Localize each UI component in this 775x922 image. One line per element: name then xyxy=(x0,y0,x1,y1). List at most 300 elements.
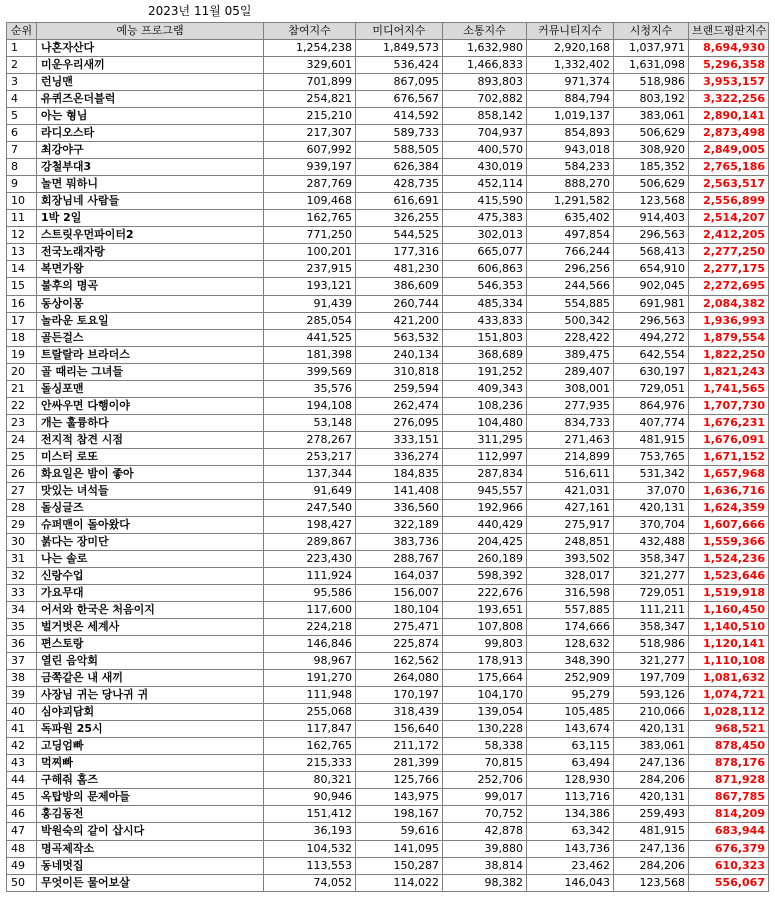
cell-participation: 247,540 xyxy=(264,499,356,516)
cell-rank: 14 xyxy=(7,261,37,278)
cell-communication: 606,863 xyxy=(443,261,527,278)
table-row xyxy=(7,346,769,363)
cell-community: 134,386 xyxy=(527,806,614,823)
cell-program: 라디오스타 xyxy=(37,125,264,142)
cell-communication: 893,803 xyxy=(443,74,527,91)
cell-participation: 237,915 xyxy=(264,261,356,278)
cell-viewership: 593,126 xyxy=(614,687,689,704)
cell-communication: 409,343 xyxy=(443,380,527,397)
table-row xyxy=(7,176,769,193)
cell-brand-index: 1,140,510 xyxy=(689,619,769,636)
cell-participation: 441,525 xyxy=(264,329,356,346)
cell-brand-index: 3,953,157 xyxy=(689,74,769,91)
cell-rank: 24 xyxy=(7,431,37,448)
table-row xyxy=(7,74,769,91)
cell-media: 481,230 xyxy=(356,261,443,278)
cell-program: 벌거벗은 세계사 xyxy=(37,619,264,636)
table-row xyxy=(7,210,769,227)
cell-program: 1박 2일 xyxy=(37,210,264,227)
cell-participation: 53,148 xyxy=(264,414,356,431)
cell-participation: 399,569 xyxy=(264,363,356,380)
cell-program: 구해줘 홈즈 xyxy=(37,772,264,789)
table-body xyxy=(7,40,769,892)
cell-rank: 40 xyxy=(7,704,37,721)
cell-community: 296,256 xyxy=(527,261,614,278)
cell-media: 1,849,573 xyxy=(356,40,443,57)
cell-rank: 38 xyxy=(7,670,37,687)
cell-viewership: 358,347 xyxy=(614,550,689,567)
cell-rank: 49 xyxy=(7,857,37,874)
report-date xyxy=(0,0,775,22)
cell-brand-index: 1,676,091 xyxy=(689,431,769,448)
cell-viewership: 568,413 xyxy=(614,244,689,261)
cell-participation: 701,899 xyxy=(264,74,356,91)
table-row xyxy=(7,142,769,159)
cell-rank: 11 xyxy=(7,210,37,227)
cell-brand-index: 968,521 xyxy=(689,721,769,738)
cell-communication: 452,114 xyxy=(443,176,527,193)
cell-participation: 607,992 xyxy=(264,142,356,159)
table-row xyxy=(7,636,769,653)
cell-communication: 99,017 xyxy=(443,789,527,806)
cell-brand-index: 556,067 xyxy=(689,874,769,891)
table-row xyxy=(7,806,769,823)
cell-program: 옥탑방의 문제아들 xyxy=(37,789,264,806)
cell-rank: 27 xyxy=(7,482,37,499)
cell-communication: 704,937 xyxy=(443,125,527,142)
cell-viewership: 383,061 xyxy=(614,738,689,755)
cell-rank: 13 xyxy=(7,244,37,261)
cell-viewership: 729,051 xyxy=(614,380,689,397)
cell-community: 308,001 xyxy=(527,380,614,397)
cell-community: 289,407 xyxy=(527,363,614,380)
cell-community: 143,736 xyxy=(527,840,614,857)
cell-communication: 191,252 xyxy=(443,363,527,380)
cell-participation: 35,576 xyxy=(264,380,356,397)
cell-community: 971,374 xyxy=(527,74,614,91)
cell-participation: 194,108 xyxy=(264,397,356,414)
table-row xyxy=(7,227,769,244)
cell-viewership: 518,986 xyxy=(614,636,689,653)
cell-viewership: 123,568 xyxy=(614,193,689,210)
cell-viewership: 481,915 xyxy=(614,431,689,448)
cell-participation: 217,307 xyxy=(264,125,356,142)
cell-communication: 107,808 xyxy=(443,619,527,636)
cell-viewership: 210,066 xyxy=(614,704,689,721)
table-row xyxy=(7,312,769,329)
cell-media: 588,505 xyxy=(356,142,443,159)
cell-rank: 47 xyxy=(7,823,37,840)
cell-participation: 80,321 xyxy=(264,772,356,789)
cell-rank: 21 xyxy=(7,380,37,397)
cell-brand-index: 1,110,108 xyxy=(689,653,769,670)
cell-communication: 175,664 xyxy=(443,670,527,687)
cell-viewership: 902,045 xyxy=(614,278,689,295)
table-row xyxy=(7,108,769,125)
table-row xyxy=(7,550,769,567)
cell-communication: 702,882 xyxy=(443,91,527,108)
cell-viewership: 123,568 xyxy=(614,874,689,891)
cell-participation: 224,218 xyxy=(264,619,356,636)
cell-brand-index: 1,822,250 xyxy=(689,346,769,363)
cell-participation: 215,333 xyxy=(264,755,356,772)
cell-participation: 117,847 xyxy=(264,721,356,738)
header-rank: 순위 xyxy=(7,23,37,40)
cell-communication: 222,676 xyxy=(443,585,527,602)
cell-brand-index: 1,671,152 xyxy=(689,448,769,465)
cell-viewership: 729,051 xyxy=(614,585,689,602)
cell-community: 328,017 xyxy=(527,568,614,585)
cell-viewership: 296,563 xyxy=(614,312,689,329)
cell-brand-index: 1,707,730 xyxy=(689,397,769,414)
cell-viewership: 864,976 xyxy=(614,397,689,414)
cell-community: 2,920,168 xyxy=(527,40,614,57)
cell-program: 사장님 귀는 당나귀 귀 xyxy=(37,687,264,704)
cell-media: 143,975 xyxy=(356,789,443,806)
cell-program: 최강야구 xyxy=(37,142,264,159)
report-date-text: 2023년 11월 05일 xyxy=(148,4,252,18)
cell-participation: 285,054 xyxy=(264,312,356,329)
cell-media: 170,197 xyxy=(356,687,443,704)
table-row xyxy=(7,874,769,891)
cell-viewership: 420,131 xyxy=(614,721,689,738)
cell-brand-index: 2,890,141 xyxy=(689,108,769,125)
cell-program: 붉다는 장미단 xyxy=(37,533,264,550)
cell-community: 105,485 xyxy=(527,704,614,721)
cell-communication: 433,833 xyxy=(443,312,527,329)
cell-brand-index: 1,519,918 xyxy=(689,585,769,602)
cell-viewership: 654,910 xyxy=(614,261,689,278)
cell-rank: 19 xyxy=(7,346,37,363)
cell-viewership: 1,037,971 xyxy=(614,40,689,57)
cell-participation: 198,427 xyxy=(264,516,356,533)
cell-community: 393,502 xyxy=(527,550,614,567)
cell-media: 260,744 xyxy=(356,295,443,312)
cell-media: 198,167 xyxy=(356,806,443,823)
table-row xyxy=(7,278,769,295)
cell-program: 명곡제작소 xyxy=(37,840,264,857)
cell-program: 아는 형님 xyxy=(37,108,264,125)
cell-community: 271,463 xyxy=(527,431,614,448)
cell-communication: 204,425 xyxy=(443,533,527,550)
cell-participation: 74,052 xyxy=(264,874,356,891)
cell-program: 놀라운 토요일 xyxy=(37,312,264,329)
cell-media: 589,733 xyxy=(356,125,443,142)
cell-communication: 38,814 xyxy=(443,857,527,874)
cell-participation: 181,398 xyxy=(264,346,356,363)
cell-participation: 36,193 xyxy=(264,823,356,840)
cell-rank: 20 xyxy=(7,363,37,380)
cell-media: 184,835 xyxy=(356,465,443,482)
cell-media: 563,532 xyxy=(356,329,443,346)
cell-rank: 43 xyxy=(7,755,37,772)
cell-brand-index: 610,323 xyxy=(689,857,769,874)
cell-community: 389,475 xyxy=(527,346,614,363)
cell-rank: 37 xyxy=(7,653,37,670)
table-row xyxy=(7,261,769,278)
cell-rank: 32 xyxy=(7,568,37,585)
cell-viewership: 111,211 xyxy=(614,602,689,619)
cell-program: 안싸우면 다행이야 xyxy=(37,397,264,414)
cell-program: 전국노래자랑 xyxy=(37,244,264,261)
cell-community: 497,854 xyxy=(527,227,614,244)
cell-participation: 95,586 xyxy=(264,585,356,602)
cell-participation: 191,270 xyxy=(264,670,356,687)
cell-media: 114,022 xyxy=(356,874,443,891)
table-row xyxy=(7,244,769,261)
cell-media: 259,594 xyxy=(356,380,443,397)
cell-viewership: 284,206 xyxy=(614,772,689,789)
cell-participation: 254,821 xyxy=(264,91,356,108)
cell-community: 427,161 xyxy=(527,499,614,516)
cell-rank: 2 xyxy=(7,57,37,74)
cell-program: 맛있는 녀석들 xyxy=(37,482,264,499)
cell-media: 262,474 xyxy=(356,397,443,414)
cell-brand-index: 2,272,695 xyxy=(689,278,769,295)
cell-program: 홍김동전 xyxy=(37,806,264,823)
cell-media: 150,287 xyxy=(356,857,443,874)
cell-participation: 162,765 xyxy=(264,738,356,755)
table-row xyxy=(7,499,769,516)
cell-program: 가요무대 xyxy=(37,585,264,602)
cell-media: 156,007 xyxy=(356,585,443,602)
cell-participation: 100,201 xyxy=(264,244,356,261)
header-brand-reputation-index: 브랜드평판지수 xyxy=(689,23,769,40)
cell-communication: 108,236 xyxy=(443,397,527,414)
cell-program: 골든걸스 xyxy=(37,329,264,346)
cell-brand-index: 814,209 xyxy=(689,806,769,823)
cell-community: 1,332,402 xyxy=(527,57,614,74)
cell-rank: 5 xyxy=(7,108,37,125)
cell-community: 174,666 xyxy=(527,619,614,636)
cell-rank: 16 xyxy=(7,295,37,312)
cell-community: 516,611 xyxy=(527,465,614,482)
table-row xyxy=(7,380,769,397)
cell-community: 854,893 xyxy=(527,125,614,142)
cell-brand-index: 878,450 xyxy=(689,738,769,755)
cell-community: 834,733 xyxy=(527,414,614,431)
cell-rank: 50 xyxy=(7,874,37,891)
table-row xyxy=(7,448,769,465)
cell-viewership: 383,061 xyxy=(614,108,689,125)
cell-viewership: 308,920 xyxy=(614,142,689,159)
table-header-row xyxy=(7,23,769,40)
table-row xyxy=(7,295,769,312)
cell-media: 536,424 xyxy=(356,57,443,74)
cell-brand-index: 1,821,243 xyxy=(689,363,769,380)
cell-rank: 7 xyxy=(7,142,37,159)
header-viewership-index: 시청지수 xyxy=(614,23,689,40)
cell-community: 63,115 xyxy=(527,738,614,755)
cell-media: 225,874 xyxy=(356,636,443,653)
cell-participation: 137,344 xyxy=(264,465,356,482)
cell-viewership: 296,563 xyxy=(614,227,689,244)
cell-communication: 99,803 xyxy=(443,636,527,653)
cell-brand-index: 1,120,141 xyxy=(689,636,769,653)
table-row xyxy=(7,329,769,346)
cell-rank: 22 xyxy=(7,397,37,414)
cell-media: 275,471 xyxy=(356,619,443,636)
cell-brand-index: 878,176 xyxy=(689,755,769,772)
cell-community: 63,494 xyxy=(527,755,614,772)
cell-community: 584,233 xyxy=(527,159,614,176)
table-row xyxy=(7,619,769,636)
cell-program: 놀면 뭐하니 xyxy=(37,176,264,193)
cell-brand-index: 1,741,565 xyxy=(689,380,769,397)
table-row xyxy=(7,397,769,414)
cell-viewership: 259,493 xyxy=(614,806,689,823)
cell-participation: 104,532 xyxy=(264,840,356,857)
cell-community: 228,422 xyxy=(527,329,614,346)
cell-media: 322,189 xyxy=(356,516,443,533)
cell-media: 386,609 xyxy=(356,278,443,295)
cell-communication: 430,019 xyxy=(443,159,527,176)
cell-rank: 36 xyxy=(7,636,37,653)
cell-viewership: 630,197 xyxy=(614,363,689,380)
cell-community: 244,566 xyxy=(527,278,614,295)
cell-rank: 42 xyxy=(7,738,37,755)
cell-communication: 139,054 xyxy=(443,704,527,721)
cell-communication: 287,834 xyxy=(443,465,527,482)
cell-communication: 192,966 xyxy=(443,499,527,516)
table-row xyxy=(7,431,769,448)
cell-program: 런닝맨 xyxy=(37,74,264,91)
cell-rank: 8 xyxy=(7,159,37,176)
cell-program: 스트릿우먼파이터2 xyxy=(37,227,264,244)
cell-community: 63,342 xyxy=(527,823,614,840)
cell-brand-index: 1,676,231 xyxy=(689,414,769,431)
cell-participation: 109,468 xyxy=(264,193,356,210)
cell-participation: 215,210 xyxy=(264,108,356,125)
cell-communication: 311,295 xyxy=(443,431,527,448)
cell-community: 888,270 xyxy=(527,176,614,193)
cell-communication: 485,334 xyxy=(443,295,527,312)
cell-brand-index: 2,849,005 xyxy=(689,142,769,159)
cell-media: 414,592 xyxy=(356,108,443,125)
cell-participation: 329,601 xyxy=(264,57,356,74)
table-row xyxy=(7,602,769,619)
header-community-index: 커뮤니티지수 xyxy=(527,23,614,40)
cell-viewership: 321,277 xyxy=(614,653,689,670)
cell-community: 1,019,137 xyxy=(527,108,614,125)
cell-participation: 253,217 xyxy=(264,448,356,465)
table-row xyxy=(7,159,769,176)
cell-brand-index: 1,936,993 xyxy=(689,312,769,329)
cell-viewership: 247,136 xyxy=(614,755,689,772)
cell-communication: 252,706 xyxy=(443,772,527,789)
table-row xyxy=(7,568,769,585)
cell-viewership: 432,488 xyxy=(614,533,689,550)
cell-program: 동상이몽 xyxy=(37,295,264,312)
cell-media: 288,767 xyxy=(356,550,443,567)
cell-media: 428,735 xyxy=(356,176,443,193)
cell-participation: 111,948 xyxy=(264,687,356,704)
cell-viewership: 37,070 xyxy=(614,482,689,499)
cell-participation: 111,924 xyxy=(264,568,356,585)
cell-brand-index: 1,074,721 xyxy=(689,687,769,704)
cell-viewership: 407,774 xyxy=(614,414,689,431)
cell-rank: 12 xyxy=(7,227,37,244)
cell-brand-index: 2,563,517 xyxy=(689,176,769,193)
cell-media: 383,736 xyxy=(356,533,443,550)
table-row xyxy=(7,125,769,142)
header-media-index: 미디어지수 xyxy=(356,23,443,40)
cell-viewership: 185,352 xyxy=(614,159,689,176)
cell-brand-index: 1,607,666 xyxy=(689,516,769,533)
cell-program: 미운우리새끼 xyxy=(37,57,264,74)
cell-communication: 42,878 xyxy=(443,823,527,840)
cell-viewership: 506,629 xyxy=(614,176,689,193)
cell-participation: 255,068 xyxy=(264,704,356,721)
cell-rank: 9 xyxy=(7,176,37,193)
cell-community: 252,909 xyxy=(527,670,614,687)
cell-media: 318,439 xyxy=(356,704,443,721)
cell-media: 240,134 xyxy=(356,346,443,363)
cell-viewership: 247,136 xyxy=(614,840,689,857)
cell-program: 슈퍼맨이 돌아왔다 xyxy=(37,516,264,533)
cell-program: 미스터 로또 xyxy=(37,448,264,465)
cell-media: 333,151 xyxy=(356,431,443,448)
cell-rank: 48 xyxy=(7,840,37,857)
cell-community: 214,899 xyxy=(527,448,614,465)
cell-participation: 90,946 xyxy=(264,789,356,806)
table-row xyxy=(7,482,769,499)
cell-brand-index: 867,785 xyxy=(689,789,769,806)
cell-brand-index: 2,084,382 xyxy=(689,295,769,312)
cell-rank: 31 xyxy=(7,550,37,567)
table-row xyxy=(7,91,769,108)
cell-rank: 28 xyxy=(7,499,37,516)
cell-community: 943,018 xyxy=(527,142,614,159)
cell-brand-index: 1,879,554 xyxy=(689,329,769,346)
cell-community: 95,279 xyxy=(527,687,614,704)
header-communication-index: 소통지수 xyxy=(443,23,527,40)
cell-media: 421,200 xyxy=(356,312,443,329)
cell-rank: 18 xyxy=(7,329,37,346)
cell-community: 348,390 xyxy=(527,653,614,670)
cell-brand-index: 871,928 xyxy=(689,772,769,789)
cell-viewership: 518,986 xyxy=(614,74,689,91)
cell-brand-index: 1,524,236 xyxy=(689,550,769,567)
cell-program: 심야괴담회 xyxy=(37,704,264,721)
cell-program: 독파원 25시 xyxy=(37,721,264,738)
cell-community: 1,291,582 xyxy=(527,193,614,210)
cell-viewership: 914,403 xyxy=(614,210,689,227)
cell-brand-index: 1,559,366 xyxy=(689,533,769,550)
cell-program: 열린 음악회 xyxy=(37,653,264,670)
cell-participation: 939,197 xyxy=(264,159,356,176)
cell-participation: 162,765 xyxy=(264,210,356,227)
cell-participation: 1,254,238 xyxy=(264,40,356,57)
cell-brand-index: 683,944 xyxy=(689,823,769,840)
cell-rank: 26 xyxy=(7,465,37,482)
cell-viewership: 481,915 xyxy=(614,823,689,840)
cell-program: 화요일은 밤이 좋아 xyxy=(37,465,264,482)
cell-program: 돌싱포맨 xyxy=(37,380,264,397)
table-row xyxy=(7,363,769,380)
table-row xyxy=(7,721,769,738)
cell-program: 유퀴즈온더블럭 xyxy=(37,91,264,108)
cell-program: 편스토랑 xyxy=(37,636,264,653)
cell-communication: 58,338 xyxy=(443,738,527,755)
cell-viewership: 1,631,098 xyxy=(614,57,689,74)
table-row xyxy=(7,670,769,687)
table-row xyxy=(7,653,769,670)
cell-program: 무엇이든 물어보살 xyxy=(37,874,264,891)
cell-media: 626,384 xyxy=(356,159,443,176)
cell-rank: 15 xyxy=(7,278,37,295)
cell-viewership: 284,206 xyxy=(614,857,689,874)
